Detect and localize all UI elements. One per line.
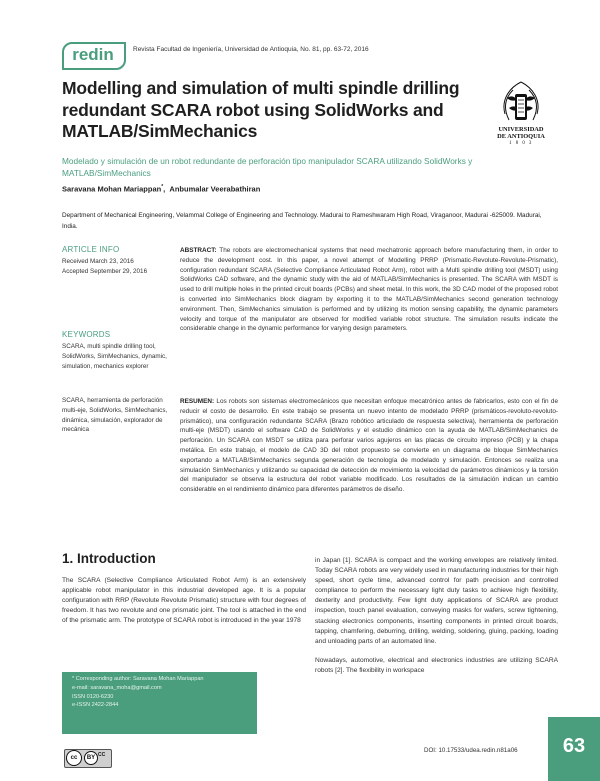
corresponding-mark: * [161, 184, 164, 190]
abstract-text: The robots are electromechanical systems that need mechatronic approach before manufacturing them, in order to reduce the development cost. In this paper, a novel attempt of Modelling PRRP (Prismatic-Revolute-Revolute-Prismatic), configuration redundant SCARA (Selective Compliance Articulated Robot Arm), robot with a Multi spindle drilling tool (MSDT) using SolidWorks CAD software, and the dynamic study with the aid of MATLAB/SimMechanics is presented. The SCARA with MSDT is used to drill multiple holes in the printed circuit boards (PCBs) and sheet metal. In this work, the 3D CAD model of the proposed robot is converted into SimMechanics block diagram by exporting it to the MATLAB/SimMechanics second generation technology environment. Then, SimMechanics simulation is performed and by utilizing its motion sensing capability, the dynamic parameters velocity and torque of the manipulator are observed for modified variable robot structure. The simulation results indicate the considerable change in the dynamic performance for varying design parameters. [180, 247, 558, 333]
author-list [62, 184, 260, 194]
author-email[interactable]: e-mail: saravana_moha@gmail.com [72, 684, 162, 691]
resumen-text: Los robots son sistemas electromecánicos que necesitan enfoque mecatrónico antes de fabricarlos, esto con el fin de reducir el costo de desarrollo. En este trabajo se presenta un nuevo intento de modelado PRRP (prismáticos-revoluto-revoluto-prismático), una configuración redundante SCARA (Brazo robótico articulado de respuesta selectiva), herramienta de perforación multi-eje (MSDT) usando el software CAD de SolidWorks y el estudio dinámico con la ayuda de MATLAB/SimMechanics de perforación. Un SCARA con MSDT se utiliza para perforar varios agujeros en las placas de circuito impreso (PCB) y la chapa metálica. En este trabajo, el modelo de CAD 3D del robot propuesto se convierte en un diagrama de bloque SimMechanics exportando a MATLAB/SimMechanics segunda generación de tecnología de modelado y simulación. Entonces se realiza una simulación SimMechanics y utilizando su capacidad de detección de movimiento la velocidad de parámetros dinámicos y la torsión del manipulador se observa la estructura del robot variable modificado. Los resultados de la simulación indican un cambio considerable en el rendimiento dinámico para diferentes parámetros de diseño. [180, 398, 558, 494]
page-number: 63 [562, 735, 586, 757]
abstract-label: ABSTRACT: [180, 247, 217, 254]
intro-paragraph-2: in Japan [1]. SCARA is compact and the working envelopes are relatively limited. Today SCARA robots are very widely used in manufacturing industries for their high speed, short cycle time, advanced control for path precision and controlled compliance to perform the necessary light duty tasks to achieve high flexibility, dexterity and productivity. Few light duty applications of SCARA are product inspection, touch panel evaluation, conveying masks for wafers, screw tightening, stacking electronics components, inserting components in printed circuit boards, tapping, chamfering, deburring, drilling, welding, soldering, gluing, packing, loading and unloading parts of an automated line. [315, 557, 558, 645]
article-info-heading: ARTICLE INFO [62, 245, 120, 254]
creative-commons-icon: cc [66, 750, 82, 766]
affiliation: Department of Mechanical Engineering, Velammal College of Engineering and Technology. Madurai to Rameshwaram High Road, Viraganoor, Madurai -625009. Madurai, India. [62, 212, 542, 230]
keywords-heading: KEYWORDS [62, 330, 111, 339]
issn: ISSN 0120-6230 [72, 693, 114, 700]
resumen-label: RESUMEN: [180, 398, 215, 405]
section-heading-introduction: 1. Introduction [62, 551, 156, 566]
article-subtitle-spanish: Modelado y simulación de un robot redundante de perforación tipo manipulador SCARA utilizando SolidWorks y MATLAB/SimMechanics [62, 156, 473, 178]
doi[interactable]: DOI: 10.17533/udea.redin.n81a06 [424, 747, 518, 754]
attribution-icon: BY [84, 751, 98, 765]
e-issn: e-ISSN 2422-2844 [72, 702, 119, 709]
journal-citation: Revista Facultad de Ingeniería, Universidad de Antioquia, No. 81, pp. 63-72, 2016 [133, 46, 369, 53]
author-separator: , [163, 184, 166, 194]
intro-paragraph-3: Nowadays, automotive, electrical and electronics industries are utilizing SCARA robots [2]. The flexibility in workspace [315, 656, 558, 674]
keywords-english: SCARA, multi spindle drilling tool, SolidWorks, SimMechanics, dynamic, simulation, mechanics explorer [62, 343, 167, 370]
abstract [180, 246, 558, 334]
article-title: Modelling and simulation of multi spindle drilling redundant SCARA robot using SolidWorks and MATLAB/SimMechanics [62, 78, 460, 141]
intro-paragraph-1: The SCARA (Selective Compliance Articulated Robot Arm) is an extensively applicable robot manipulator in this industrial developed age. It is a popular configuration with RRP (Revolute Revolute Prismatic) structure with four degrees of freedom. It has two revolute and one prismatic joint. The tool is attached in the end of the prismatic arm. The prototype of SCARA robot is introduced in the year 1978 [62, 577, 306, 625]
received-date: Received March 23, 2016 [62, 258, 134, 265]
author-1: Saravana Mohan Mariappan [62, 184, 162, 194]
resumen [180, 397, 558, 495]
cc-license-label: CC [98, 752, 106, 758]
journal-logo: redin [72, 45, 114, 64]
article-info [62, 257, 172, 277]
author-2: Anbumalar Veerabathiran [169, 184, 261, 194]
intro-column-2 [315, 556, 558, 685]
accepted-date: Accepted September 29, 2016 [62, 267, 148, 275]
keywords-spanish: SCARA, herramienta de perforación multi-eje, SolidWorks, SimMechanics, dinámica, simulación, explorador de mecánica [62, 397, 168, 434]
university-name: UNIVERSIDAD DE ANTIOQUIA 1 8 0 3 [497, 126, 545, 146]
corresponding-author: * Corresponding author: Saravana Mohan Mariappan [72, 676, 204, 682]
correspondence-text [72, 675, 204, 710]
